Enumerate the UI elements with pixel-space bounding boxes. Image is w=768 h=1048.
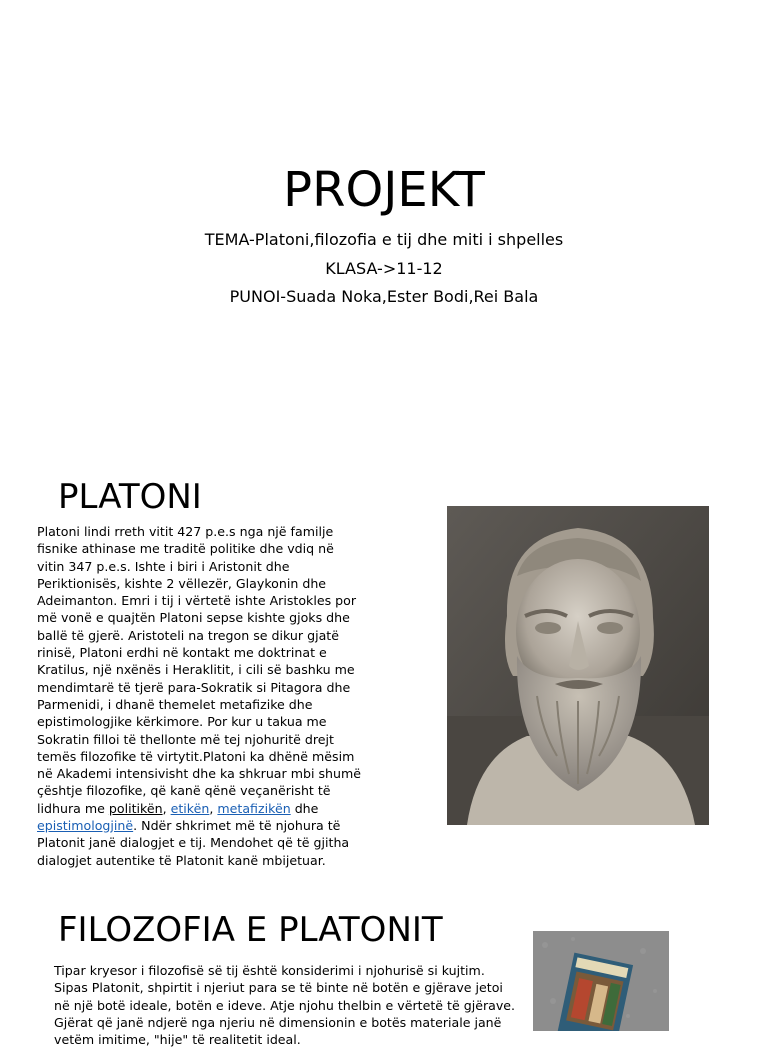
- separator: ,: [209, 800, 218, 816]
- link-etiken[interactable]: etikën: [170, 800, 210, 816]
- link-epistimologjine[interactable]: epistimologjinë: [37, 818, 134, 834]
- book-cover-photo: [533, 931, 669, 1031]
- separator: ,: [162, 800, 171, 816]
- platoni-text-intro: Platoni lindi rreth vitit 427 p.e.s nga një familje fisnike athinase me traditë politike dhe vdiq në vitin 347 p.e.s. Ishte i biri i Aristonit dhe Periktionisës, kishte 2 vëllezër, Glaykonin dhe Adeimanton. Emri i tij i vërtetë ishte Aristokles por më vonë e quajtën Platoni sepse kishte gjoks dhe ballë të gjerë. Aristoteli na tregon se dikur gjatë rinisë, Platoni erdhi në kontakt me doktrinat e Kratilus, një nxënës i Heraklitit, i cili së bashku me mendimtarë të tjerë para-Sokratik si Pitagora dhe Parmenidi, i dhanë themelet metafizike dhe epistimologjike kërkimore. Por kur u takua me Sokratin filloi të thellonte më tej njohuritë drejt temës filozofike të virtytit.Platoni ka dhënë mësim në Akademi intensivisht dhe ka shkruar mbi shumë çështje filozofike, që kanë qënë veçanërisht të lidhura me: [37, 524, 362, 816]
- topic-line: TEMA-Platoni,filozofia e tij dhe miti i shpelles: [204, 230, 564, 249]
- plato-bust-photo: [447, 506, 709, 825]
- grade-line: KLASA->11-12: [325, 259, 443, 278]
- filozofia-heading: FILOZOFIA E PLATONIT: [58, 910, 443, 950]
- separator: dhe: [290, 800, 319, 816]
- link-politiken[interactable]: politikën: [108, 800, 163, 816]
- platoni-heading: PLATONI: [58, 477, 202, 517]
- authors-line: PUNOI-Suada Noka,Ester Bodi,Rei Bala: [229, 287, 539, 306]
- platoni-paragraph: [37, 523, 362, 869]
- platoni-text-outro: . Ndër shkrimet më të njohura të Platonit janë dialogjet e tij. Mendohet që të gjitha dialogjet autentike të Platonit kanë mbijetuar.: [37, 818, 350, 868]
- filozofia-paragraph: Tipar kryesor i filozofisë së tij është konsiderimi i njohurisë si kujtim. Sipas Platonit, shpirtit i njeriut para se të binte në botën e gjërave jetoi në një botë ideale, botën e ideve. Atje njohu thelbin e vërtetë të gjërave. Gjërat që janë ndjerë nga njeriu në dimensionin e botës materiale janë vetëm imitime, "hije" të realitetit ideal.: [54, 963, 516, 1048]
- link-metafiziken[interactable]: metafizikën: [217, 800, 291, 816]
- project-title: PROJEKT: [283, 162, 485, 218]
